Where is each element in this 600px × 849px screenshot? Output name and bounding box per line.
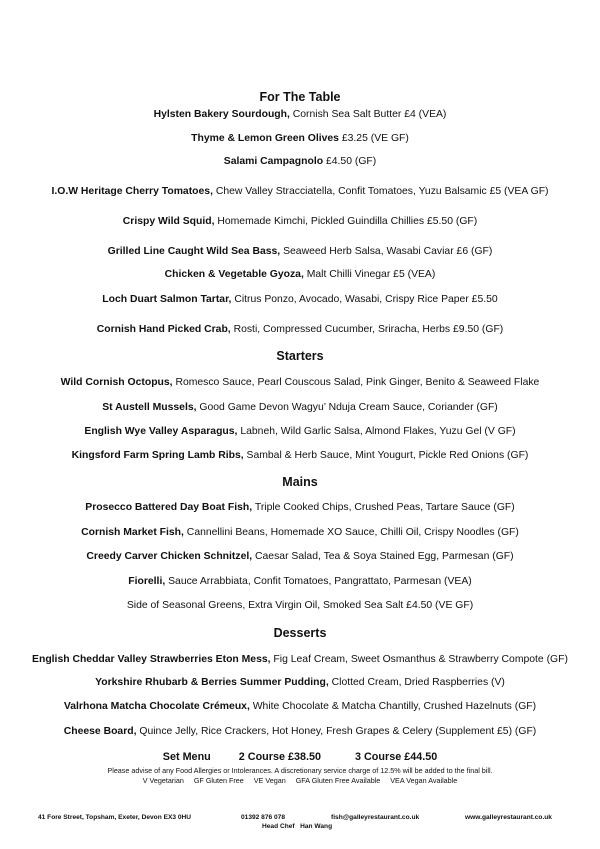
item-name: Crispy Wild Squid,	[122, 216, 215, 227]
footer-email: fish@galleyrestaurant.co.uk	[331, 814, 420, 821]
menu-item	[0, 726, 600, 737]
item-desc: Rosti, Compressed Cucumber, Sriracha, Herbs £9.50 (GF)	[230, 324, 504, 335]
section-title-starters: Starters	[276, 349, 324, 363]
item-name: Loch Duart Salmon Tartar,	[102, 294, 232, 305]
item-name: English Wye Valley Asparagus,	[84, 426, 238, 437]
item-desc: Labneh, Wild Garlic Salsa, Almond Flakes, Yuzu Gel (V GF)	[237, 426, 516, 437]
item-name: Salami Campagnolo	[223, 156, 324, 167]
set-menu-line	[0, 751, 600, 763]
item-desc: Romesco Sauce, Pearl Couscous Salad, Pink Ginger, Benito & Seaweed Flake	[172, 377, 540, 388]
menu-item	[0, 324, 600, 335]
item-desc: Seaweed Herb Salsa, Wasabi Caviar £6 (GF)	[280, 246, 493, 257]
menu-item	[0, 186, 600, 197]
item-name: I.O.W Heritage Cherry Tomatoes,	[51, 186, 213, 197]
item-name: Fiorelli,	[128, 576, 166, 587]
menu-item	[0, 701, 600, 712]
menu-item	[0, 450, 600, 461]
item-desc: Cannellini Beans, Homemade XO Sauce, Chilli Oil, Crispy Noodles (GF)	[183, 527, 519, 538]
menu-item	[0, 269, 600, 280]
menu-item	[0, 551, 600, 562]
set-menu-three-course: 3 Course £44.50	[355, 751, 438, 763]
section-title-mains: Mains	[282, 475, 318, 489]
item-desc: Triple Cooked Chips, Crushed Peas, Tartare Sauce (GF)	[252, 502, 515, 513]
item-name: Cornish Hand Picked Crab,	[96, 324, 231, 335]
item-desc: Homemade Kimchi, Pickled Guindilla Chillies £5.50 (GF)	[214, 216, 478, 227]
item-name: Grilled Line Caught Wild Sea Bass,	[107, 246, 281, 257]
item-name: Wild Cornish Octopus,	[60, 377, 173, 388]
set-menu-label: Set Menu	[162, 751, 211, 763]
footer-phone: 01392 876 078	[241, 814, 286, 821]
item-desc: Sambal & Herb Sauce, Mint Yougurt, Pickle Red Onions (GF)	[243, 450, 529, 461]
item-name: Hylsten Bakery Sourdough,	[153, 109, 290, 120]
menu-item	[0, 576, 600, 587]
section-title-desserts: Desserts	[273, 626, 327, 640]
menu-item	[0, 109, 600, 120]
item-name: Yorkshire Rhubarb & Berries Summer Pudding,	[95, 677, 329, 688]
item-desc: Clotted Cream, Dried Raspberries (V)	[328, 677, 505, 688]
menu-item	[0, 426, 600, 437]
menu-item	[0, 527, 600, 538]
item-desc: Chew Valley Stracciatella, Confit Tomatoes, Yuzu Balsamic £5 (VEA GF)	[212, 186, 549, 197]
footer-head-chef: Head Chef Han Wang	[262, 823, 333, 830]
item-desc: Citrus Ponzo, Avocado, Wasabi, Crispy Rice Paper £5.50	[231, 294, 498, 305]
item-name: English Cheddar Valley Strawberries Eton Mess,	[32, 654, 271, 665]
section-title-for-the-table: For The Table	[259, 90, 341, 104]
menu-item	[0, 677, 600, 688]
item-desc: £3.25 (VE GF)	[338, 133, 409, 144]
menu-item	[0, 294, 600, 305]
footer-website: www.galleyrestaurant.co.uk	[465, 814, 552, 821]
item-desc: Cornish Sea Salt Butter £4 (VEA)	[289, 109, 447, 120]
item-desc: Fig Leaf Cream, Sweet Osmanthus & Strawberry Compote (GF)	[270, 654, 568, 665]
item-name: Chicken & Vegetable Gyoza,	[164, 269, 304, 280]
item-name: Thyme & Lemon Green Olives	[191, 133, 339, 144]
item-name: Cheese Board,	[63, 726, 137, 737]
menu-item	[0, 216, 600, 227]
item-name: St Austell Mussels,	[102, 402, 197, 413]
menu-item	[0, 156, 600, 167]
item-desc: Caesar Salad, Tea & Soya Stained Egg, Parmesan (GF)	[252, 551, 514, 562]
item-desc: White Chocolate & Matcha Chantilly, Crushed Hazelnuts (GF)	[249, 701, 537, 712]
menu-item	[0, 654, 600, 665]
menu-item	[0, 600, 600, 611]
footer-address: 41 Fore Street, Topsham, Exeter, Devon EX3 0HU	[38, 814, 192, 821]
item-name: Creedy Carver Chicken Schnitzel,	[86, 551, 253, 562]
menu-item	[0, 377, 600, 388]
menu-item	[0, 133, 600, 144]
item-name: Cornish Market Fish,	[81, 527, 184, 538]
item-desc: Sauce Arrabbiata, Confit Tomatoes, Pangrattato, Parmesan (VEA)	[165, 576, 472, 587]
item-desc: Malt Chilli Vinegar £5 (VEA)	[303, 269, 436, 280]
item-name: Prosecco Battered Day Boat Fish,	[85, 502, 253, 513]
item-name: Valrhona Matcha Chocolate Crémeux,	[63, 701, 250, 712]
item-desc: Quince Jelly, Rice Crackers, Hot Honey, Fresh Grapes & Celery (Supplement £5) (GF)	[136, 726, 537, 737]
set-menu-two-course: 2 Course £38.50	[238, 751, 321, 763]
menu-item	[0, 246, 600, 257]
menu-item	[0, 502, 600, 513]
item-desc: Good Game Devon Wagyu’ Nduja Cream Sauce, Coriander (GF)	[196, 402, 498, 413]
item-desc: Side of Seasonal Greens, Extra Virgin Oil, Smoked Sea Salt £4.50 (VE GF)	[126, 600, 474, 611]
menu-item	[0, 402, 600, 413]
allergy-note: Please advise of any Food Allergies or Intolerances. A discretionary service charge of 12.5% will be added to the final bill.	[107, 766, 493, 775]
item-name: Kingsford Farm Spring Lamb Ribs,	[71, 450, 244, 461]
item-desc: £4.50 (GF)	[323, 156, 377, 167]
dietary-key: V Vegetarian GF Gluten Free VE Vegan GFA Gluten Free Available VEA Vegan Available	[142, 776, 458, 785]
